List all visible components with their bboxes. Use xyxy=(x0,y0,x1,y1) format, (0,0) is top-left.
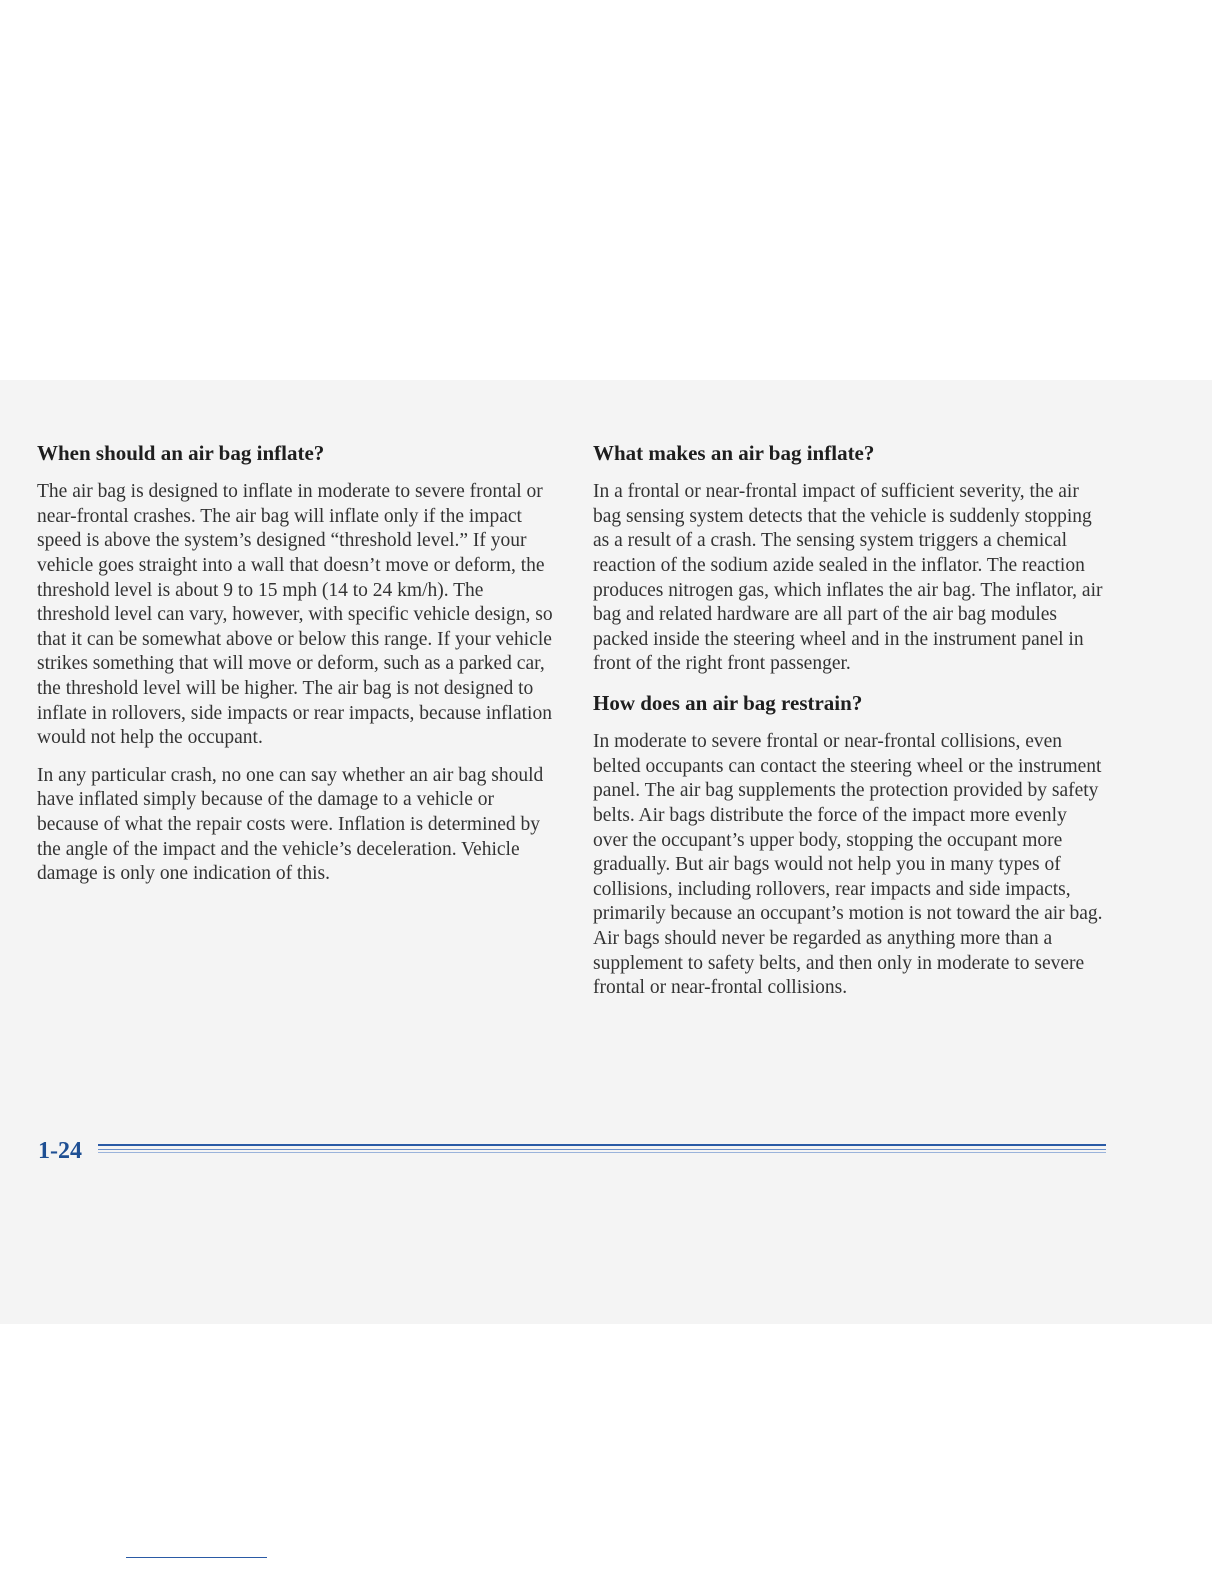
footer-rule-line xyxy=(98,1152,1106,1153)
section-heading-how-restrain: How does an air bag restrain? xyxy=(593,691,863,715)
footer-rule-line xyxy=(98,1149,1106,1150)
page-number: 1-24 xyxy=(38,1138,82,1164)
footer-rule xyxy=(98,1144,1106,1154)
paragraph-sensing-system: In a frontal or near-frontal impact of sufficient severity, the air bag sensing system detects that the vehicle is suddenly stopping as a result of a crash. The sensing system triggers a chemical reaction of the sodium azide sealed in the inflator. The reaction produces nitrogen gas, which inflates the air bag. The inflator, air bag and related hardware are all part of the air bag modules packed inside the steering wheel and in the instrument panel in front of the right front passenger. xyxy=(593,481,1103,675)
paragraph-threshold: The air bag is designed to inflate in moderate to severe frontal or near-frontal crashes. The air bag will inflate only if the impact speed is above the system’s designed “threshold level.” If your vehicle goes straight into a wall that doesn’t move or deform, the threshold level is about 9 to 15 mph (14 to 24 km/h). The threshold level can vary, however, with specific vehicle design, so that it can be somewhat above or below this range. If your vehicle strikes something that will move or deform, such as a parked car, the threshold level will be higher. The air bag is not designed to inflate in rollovers, side impacts or rear impacts, because inflation would not help the occupant. xyxy=(37,481,553,749)
paragraph-damage: In any particular crash, no one can say whether an air bag should have inflated simply because of the damage to a vehicle or because of what the repair costs were. Inflation is determined by the angle of the impact and the vehicle’s deceleration. Vehicle damage is only one indication of this. xyxy=(37,764,544,885)
right-column xyxy=(593,440,1103,1014)
section-heading-what-makes-inflate: What makes an air bag inflate? xyxy=(593,441,875,465)
page-footer xyxy=(38,1138,1108,1170)
section-heading-when-inflate: When should an air bag inflate? xyxy=(37,441,325,465)
paragraph-restrain: In moderate to severe frontal or near-frontal collisions, even belted occupants can contact the steering wheel or the instrument panel. The air bag supplements the protection provided by safety belts. Air bags distribute the force of the impact more evenly over the occupant’s upper body, stopping the occupant more gradually. But air bags would not help you in many types of collisions, including rollovers, rear impacts and side impacts, primarily because an occupant’s motion is not toward the air bag. Air bags should never be regarded as anything more than a supplement to safety belts, and then only in moderate to severe frontal or near-frontal collisions. xyxy=(593,731,1103,999)
left-column xyxy=(37,440,557,900)
bottom-divider xyxy=(126,1557,267,1558)
footer-rule-line xyxy=(98,1144,1106,1146)
